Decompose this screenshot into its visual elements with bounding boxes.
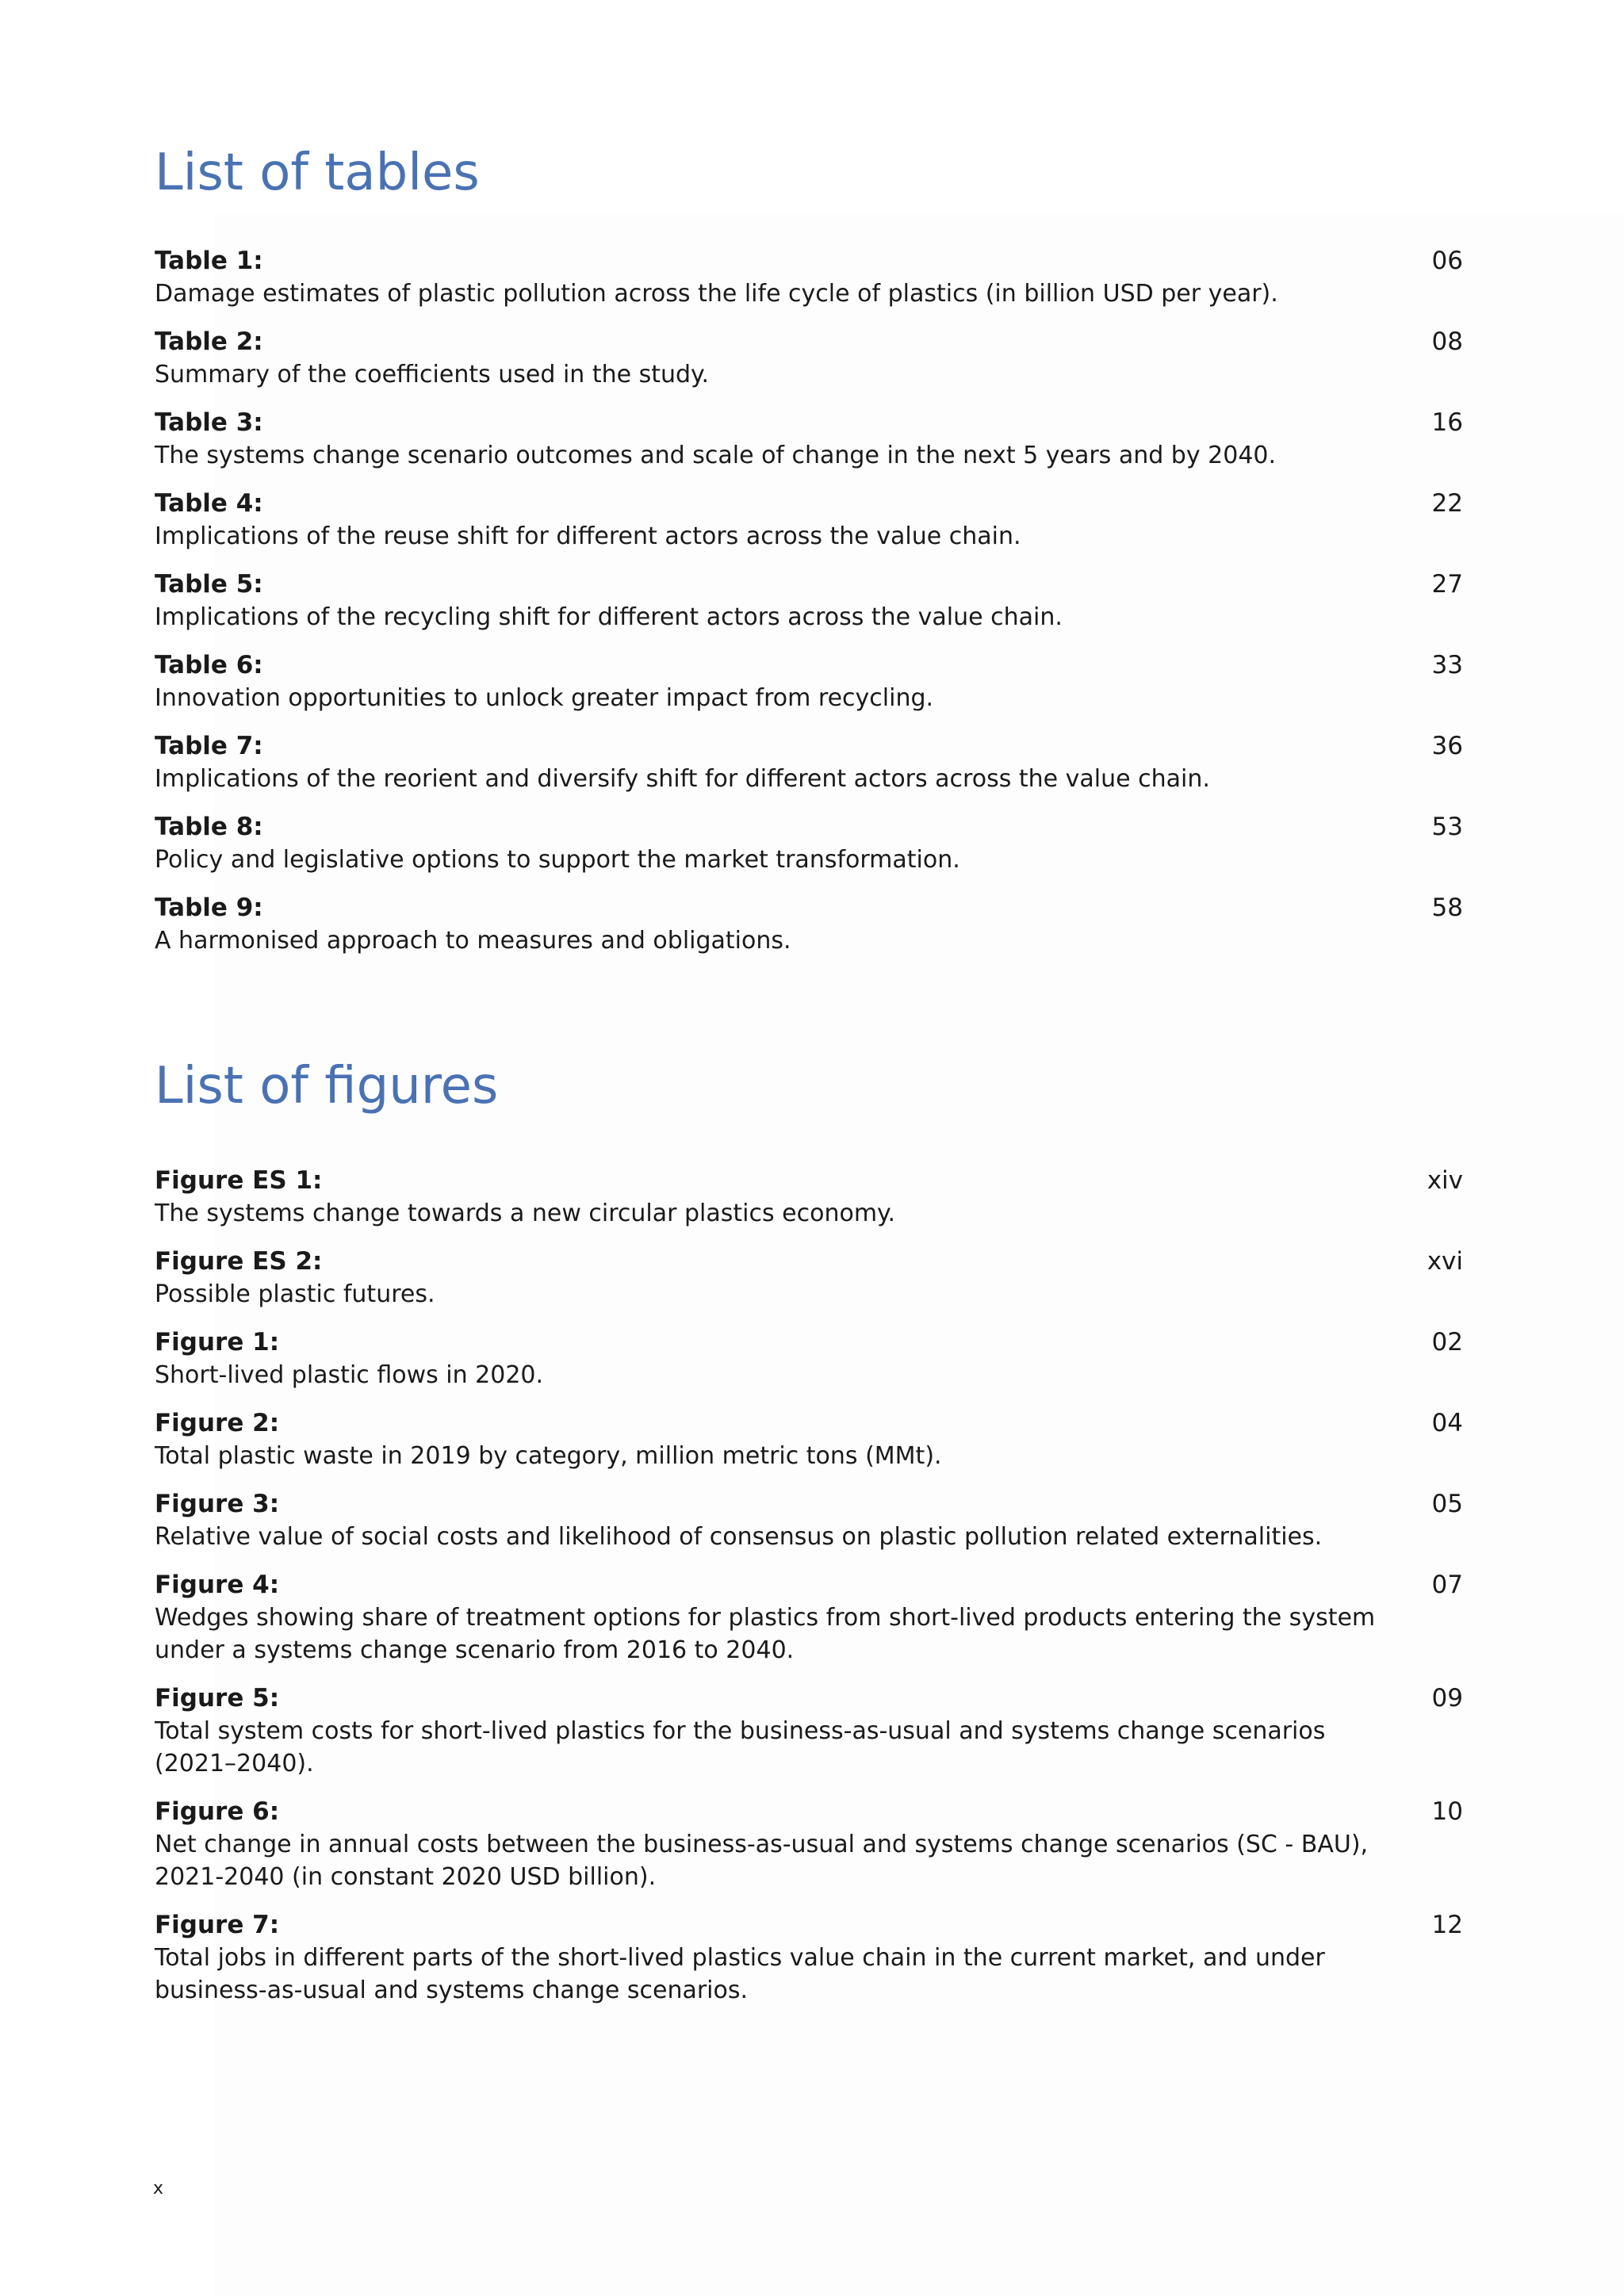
figure-entry-label: Figure ES 2: — [155, 1247, 323, 1276]
figure-entry-label: Figure ES 1: — [155, 1166, 323, 1195]
figure-entry[interactable] — [155, 1165, 1463, 1230]
table-entry[interactable] — [155, 326, 1463, 391]
table-entry-label: Table 3: — [155, 408, 263, 437]
table-entry-description: Innovation opportunities to unlock greater impact from recycling. — [155, 684, 934, 712]
figure-entry-description: Net change in annual costs between the business-as-usual and systems change scenarios (SC - BAU), 2021-2040 (in constant 2020 USD billion). — [155, 1831, 1369, 1891]
figure-entry-description: Short-lived plastic flows in 2020. — [155, 1361, 544, 1389]
table-entry-description: Implications of the reorient and diversify shift for different actors across the value chain. — [155, 765, 1210, 793]
figure-entry-page: xiv — [1427, 1166, 1463, 1195]
figure-entry-description: Total jobs in different parts of the short-lived plastics value chain in the current market, and under business-as-usual and systems change scenarios. — [155, 1944, 1325, 2004]
table-entry[interactable] — [155, 649, 1463, 714]
table-entry[interactable] — [155, 811, 1463, 876]
figure-entry-label: Figure 4: — [155, 1571, 280, 1599]
table-entry[interactable] — [155, 245, 1463, 310]
table-entry-page: 27 — [1431, 570, 1463, 599]
figure-entry-label: Figure 1: — [155, 1328, 280, 1357]
table-entry-page: 33 — [1431, 651, 1463, 679]
figure-entry-page: 07 — [1431, 1571, 1463, 1599]
table-entry-label: Table 5: — [155, 570, 263, 599]
tables-list — [155, 245, 1463, 973]
figure-entry-description: Total plastic waste in 2019 by category, million metric tons (MMt). — [155, 1442, 942, 1470]
table-entry-description: A harmonised approach to measures and obligations. — [155, 927, 791, 955]
figure-entry[interactable] — [155, 1246, 1463, 1311]
table-entry-description: Damage estimates of plastic pollution across the life cycle of plastics (in billion USD per year). — [155, 280, 1278, 308]
figure-entry-page: 05 — [1431, 1490, 1463, 1518]
figure-entry-description: Possible plastic futures. — [155, 1280, 435, 1308]
figure-entry[interactable] — [155, 1682, 1463, 1780]
table-entry-description: Policy and legislative options to support the market transformation. — [155, 846, 960, 874]
table-entry-label: Table 1: — [155, 247, 263, 275]
table-entry-label: Table 9: — [155, 894, 263, 922]
table-entry-label: Table 8: — [155, 813, 263, 841]
figure-entry[interactable] — [155, 1909, 1463, 2007]
figure-entry-description: Wedges showing share of treatment options for plastics from short-lived products entering the system under a systems change scenario from 2016 to 2040. — [155, 1604, 1376, 1664]
table-entry-label: Table 2: — [155, 327, 263, 356]
page-number: x — [153, 2179, 164, 2198]
figures-heading: List of figures — [155, 1057, 499, 1115]
table-entry-page: 36 — [1431, 732, 1463, 760]
figure-entry-page: xvi — [1427, 1247, 1463, 1276]
figure-entry[interactable] — [155, 1407, 1463, 1472]
table-entry-label: Table 6: — [155, 651, 263, 679]
table-entry-page: 08 — [1431, 327, 1463, 356]
table-entry[interactable] — [155, 892, 1463, 957]
table-entry-page: 22 — [1431, 489, 1463, 518]
figure-entry-page: 09 — [1431, 1684, 1463, 1712]
table-entry-page: 16 — [1431, 408, 1463, 437]
table-entry[interactable] — [155, 568, 1463, 633]
figure-entry[interactable] — [155, 1569, 1463, 1667]
figure-entry[interactable] — [155, 1796, 1463, 1893]
table-entry-page: 53 — [1431, 813, 1463, 841]
table-entry-label: Table 4: — [155, 489, 263, 518]
figure-entry-label: Figure 3: — [155, 1490, 280, 1518]
table-entry[interactable] — [155, 730, 1463, 795]
table-entry-description: Implications of the reuse shift for different actors across the value chain. — [155, 522, 1021, 550]
figure-entry[interactable] — [155, 1326, 1463, 1391]
table-entry[interactable] — [155, 407, 1463, 472]
figure-entry-description: Total system costs for short-lived plastics for the business-as-usual and systems change scenarios (2021–2040). — [155, 1717, 1326, 1777]
figure-entry-page: 12 — [1431, 1911, 1463, 1939]
figure-entry-page: 10 — [1431, 1797, 1463, 1826]
figure-entry-description: Relative value of social costs and likelihood of consensus on plastic pollution related externalities. — [155, 1523, 1323, 1551]
figure-entry-label: Figure 2: — [155, 1409, 280, 1437]
figure-entry[interactable] — [155, 1488, 1463, 1553]
figure-entry-page: 02 — [1431, 1328, 1463, 1357]
table-entry-description: Implications of the recycling shift for different actors across the value chain. — [155, 603, 1063, 631]
figure-entry-label: Figure 7: — [155, 1911, 280, 1939]
table-entry[interactable] — [155, 488, 1463, 553]
figures-list — [155, 1165, 1463, 2022]
figure-entry-description: The systems change towards a new circular plastics economy. — [155, 1200, 896, 1227]
tables-heading: List of tables — [155, 144, 480, 202]
table-entry-description: The systems change scenario outcomes and scale of change in the next 5 years and by 2040. — [155, 442, 1277, 469]
figure-entry-page: 04 — [1431, 1409, 1463, 1437]
figure-entry-label: Figure 6: — [155, 1797, 280, 1826]
table-entry-page: 06 — [1431, 247, 1463, 275]
figure-entry-label: Figure 5: — [155, 1684, 280, 1712]
table-entry-page: 58 — [1431, 894, 1463, 922]
table-entry-label: Table 7: — [155, 732, 263, 760]
table-entry-description: Summary of the coefficients used in the study. — [155, 361, 710, 388]
